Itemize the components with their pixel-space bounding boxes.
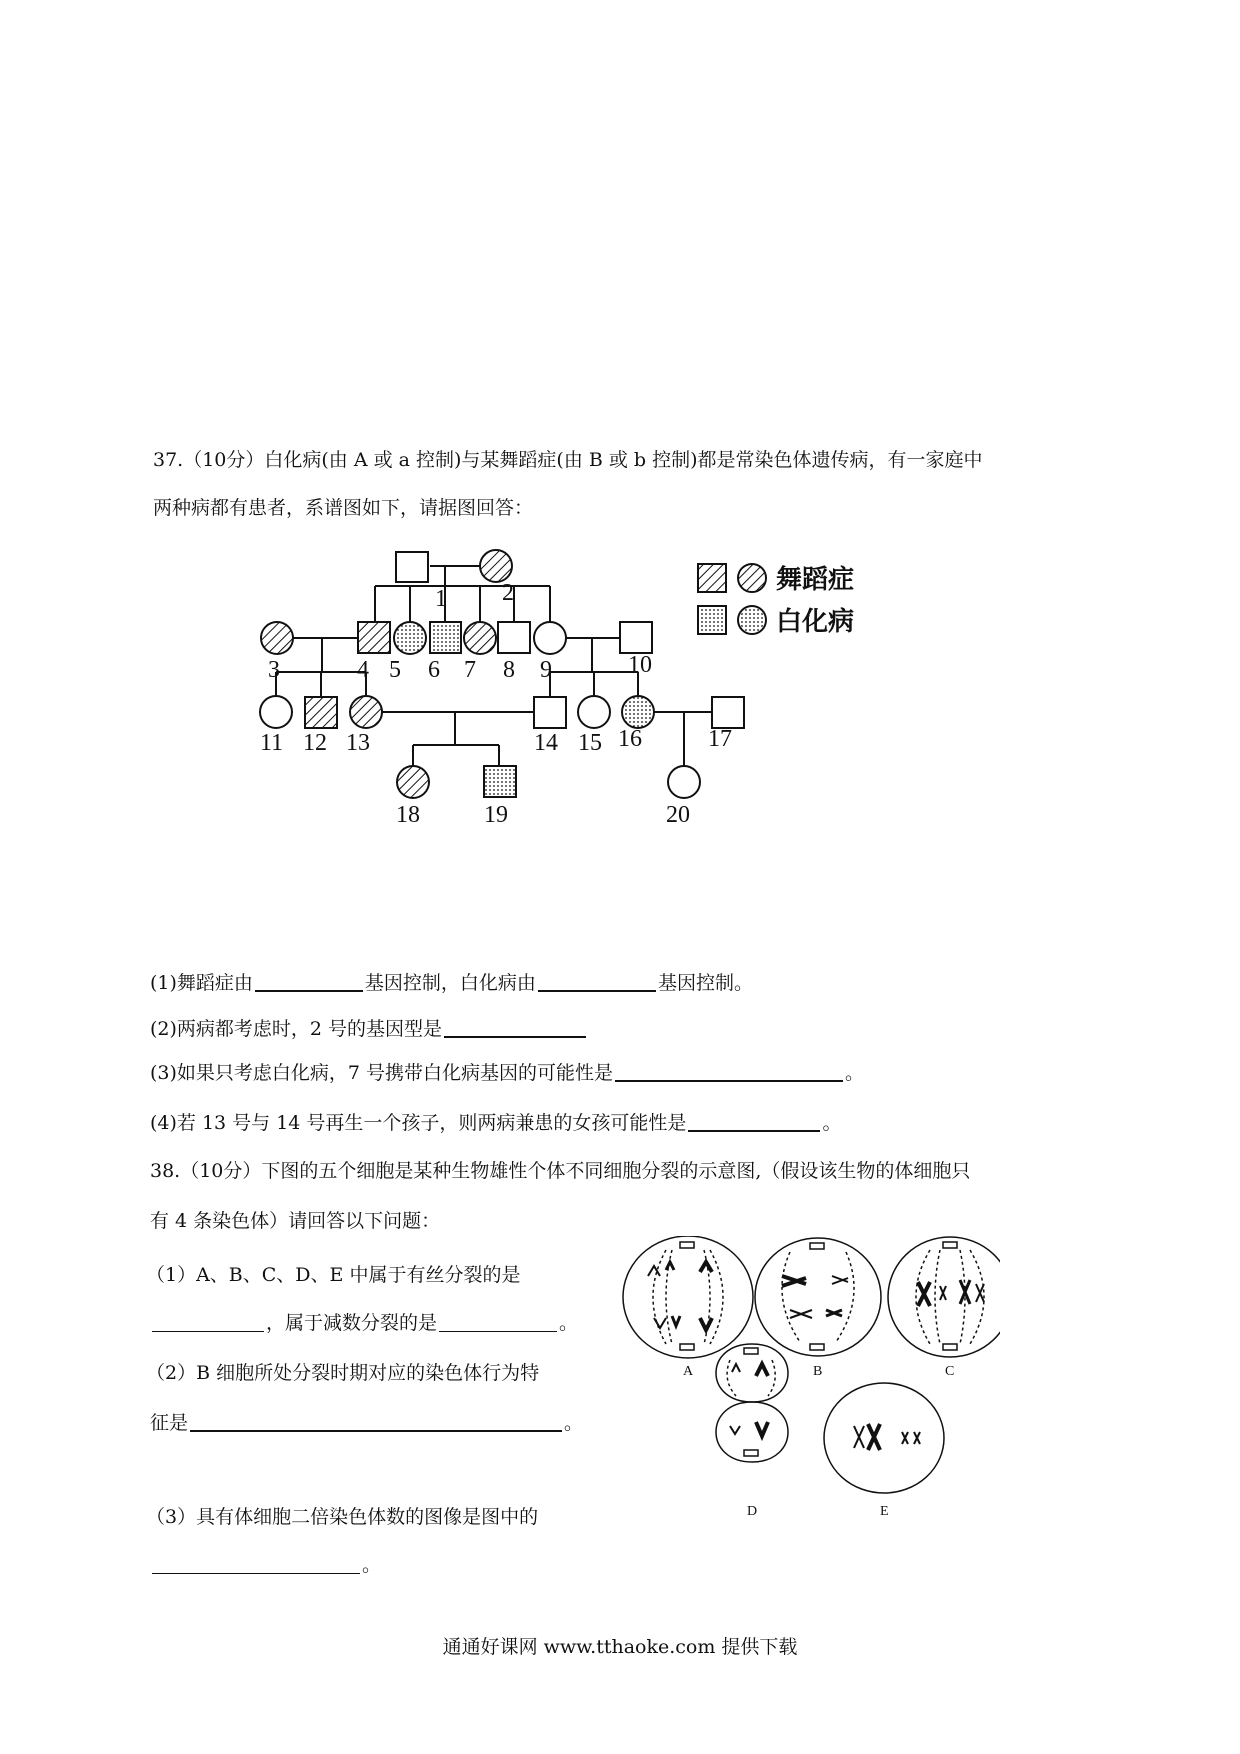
label-1: 1 xyxy=(435,586,447,612)
label-2: 2 xyxy=(502,580,514,606)
q37-sub2-text: (2)两病都考虑时，2 号的基因型是 xyxy=(150,1018,443,1040)
individual-3 xyxy=(261,622,293,654)
legend-square-dance xyxy=(698,564,726,592)
answer-blank-carrier-7[interactable] xyxy=(615,1060,843,1082)
q37-sub4-text-b: 。 xyxy=(822,1112,842,1134)
q38-stem-line1: 38.（10分）下图的五个细胞是某种生物雄性个体不同细胞分裂的示意图,（假设该生物的体细胞只 xyxy=(150,1160,971,1182)
label-10: 10 xyxy=(628,652,652,678)
q38-sub1-text-b: ，属于减数分裂的是 xyxy=(266,1312,438,1334)
q38-sub2-text-b: 征是 xyxy=(150,1412,189,1434)
label-9: 9 xyxy=(540,657,552,683)
pedigree-chart xyxy=(240,540,880,850)
label-3: 3 xyxy=(268,657,280,683)
individual-5 xyxy=(394,622,426,654)
individual-8 xyxy=(498,622,530,653)
legend-albinism-label: 白化病 xyxy=(776,607,855,637)
label-11: 11 xyxy=(260,730,284,756)
individual-12 xyxy=(305,697,337,728)
label-12: 12 xyxy=(303,730,327,756)
individual-1 xyxy=(396,552,428,582)
answer-blank-chromosome-behavior[interactable] xyxy=(190,1410,562,1432)
q38-sub3-line1: （3）具有体细胞二倍染色体数的图像是图中的 xyxy=(146,1506,539,1528)
q38-sub2-line2 xyxy=(150,1410,583,1436)
label-19: 19 xyxy=(484,802,508,828)
label-18: 18 xyxy=(396,802,420,828)
individual-13 xyxy=(350,696,382,728)
pedigree-legend xyxy=(698,564,854,637)
individual-15 xyxy=(578,696,610,728)
page-footer: 通通好课网 www.tthaoke.com 提供下载 xyxy=(442,1636,798,1658)
cell-d xyxy=(716,1344,788,1462)
label-7: 7 xyxy=(464,657,476,683)
label-16: 16 xyxy=(618,726,642,752)
q37-sub3 xyxy=(150,1060,864,1086)
cell-division-figure xyxy=(620,1236,1000,1526)
legend-square-albinism xyxy=(698,606,726,634)
q37-sub2 xyxy=(150,1016,588,1042)
individual-14 xyxy=(534,697,566,728)
cell-label-e: E xyxy=(880,1504,889,1519)
cell-label-d: D xyxy=(747,1504,758,1519)
answer-blank-meiosis[interactable] xyxy=(439,1311,557,1332)
q38-sub3-text-b: 。 xyxy=(362,1554,382,1576)
individual-10 xyxy=(620,622,652,653)
q37-stem-line1: 37.（10分）白化病(由 A 或 a 控制)与某舞蹈症(由 B 或 b 控制)都是常染色体遗传病，有一家庭中 xyxy=(153,449,983,471)
q37-sub3-text-b: 。 xyxy=(845,1062,865,1084)
label-5: 5 xyxy=(389,657,401,683)
answer-blank-dance-gene[interactable] xyxy=(255,970,363,992)
q38-sub2-text-c: 。 xyxy=(564,1412,584,1434)
individual-18 xyxy=(397,766,429,798)
legend-circle-albinism xyxy=(738,606,766,634)
legend-dance-label: 舞蹈症 xyxy=(776,565,855,595)
q37-stem-line2: 两种病都有患者，系谱图如下，请据图回答： xyxy=(153,497,534,519)
individual-17 xyxy=(712,697,744,728)
q37-sub1 xyxy=(150,970,753,996)
q38-sub3-line2 xyxy=(150,1552,381,1578)
q37-sub4-text-a: (4)若 13 号与 14 号再生一个孩子，则两病兼患的女孩可能性是 xyxy=(150,1112,687,1134)
cell-b xyxy=(755,1238,881,1356)
individual-16 xyxy=(622,696,654,728)
q38-sub1-line2 xyxy=(150,1310,578,1336)
q38-stem-line2: 有 4 条染色体）请回答以下问题： xyxy=(150,1210,441,1232)
individual-4 xyxy=(358,622,390,653)
individual-6 xyxy=(430,622,461,653)
q38-sub1-line1: （1）A、B、C、D、E 中属于有丝分裂的是 xyxy=(146,1264,521,1286)
legend-circle-dance xyxy=(738,564,766,592)
label-8: 8 xyxy=(503,657,515,683)
cell-c xyxy=(888,1237,1000,1357)
cell-label-a: A xyxy=(683,1364,694,1379)
q37-sub1-text-b: 基因控制，白化病由 xyxy=(364,972,536,994)
individual-7 xyxy=(464,622,496,654)
label-13: 13 xyxy=(346,730,370,756)
q38-sub1-text-c: 。 xyxy=(559,1312,579,1334)
answer-blank-mitosis[interactable] xyxy=(152,1311,264,1332)
answer-blank-both-diseases-girl[interactable] xyxy=(688,1110,820,1132)
individual-19 xyxy=(484,766,516,797)
answer-blank-double-chromosomes[interactable] xyxy=(152,1553,360,1574)
label-15: 15 xyxy=(578,730,602,756)
label-20: 20 xyxy=(666,802,690,828)
individual-2 xyxy=(480,550,512,582)
cell-label-c: C xyxy=(945,1364,955,1379)
q37-sub1-text-c: 基因控制。 xyxy=(657,972,753,994)
label-6: 6 xyxy=(428,657,440,683)
cell-e xyxy=(824,1383,944,1493)
q37-sub3-text-a: (3)如果只考虑白化病，7 号携带白化病基因的可能性是 xyxy=(150,1062,614,1084)
label-4: 4 xyxy=(357,657,369,683)
individual-20 xyxy=(668,766,700,798)
q38-sub2-line1: （2）B 细胞所处分裂时期对应的染色体行为特 xyxy=(146,1362,540,1384)
individual-11 xyxy=(260,696,292,728)
label-14: 14 xyxy=(534,730,558,756)
cell-a xyxy=(623,1236,753,1358)
label-17: 17 xyxy=(708,726,732,752)
individual-9 xyxy=(534,622,566,654)
answer-blank-albinism-gene[interactable] xyxy=(538,970,656,992)
answer-blank-genotype-2[interactable] xyxy=(444,1016,586,1038)
cell-label-b: B xyxy=(813,1364,823,1379)
q37-sub1-text-a: (1)舞蹈症由 xyxy=(150,972,253,994)
q37-sub4 xyxy=(150,1110,841,1136)
